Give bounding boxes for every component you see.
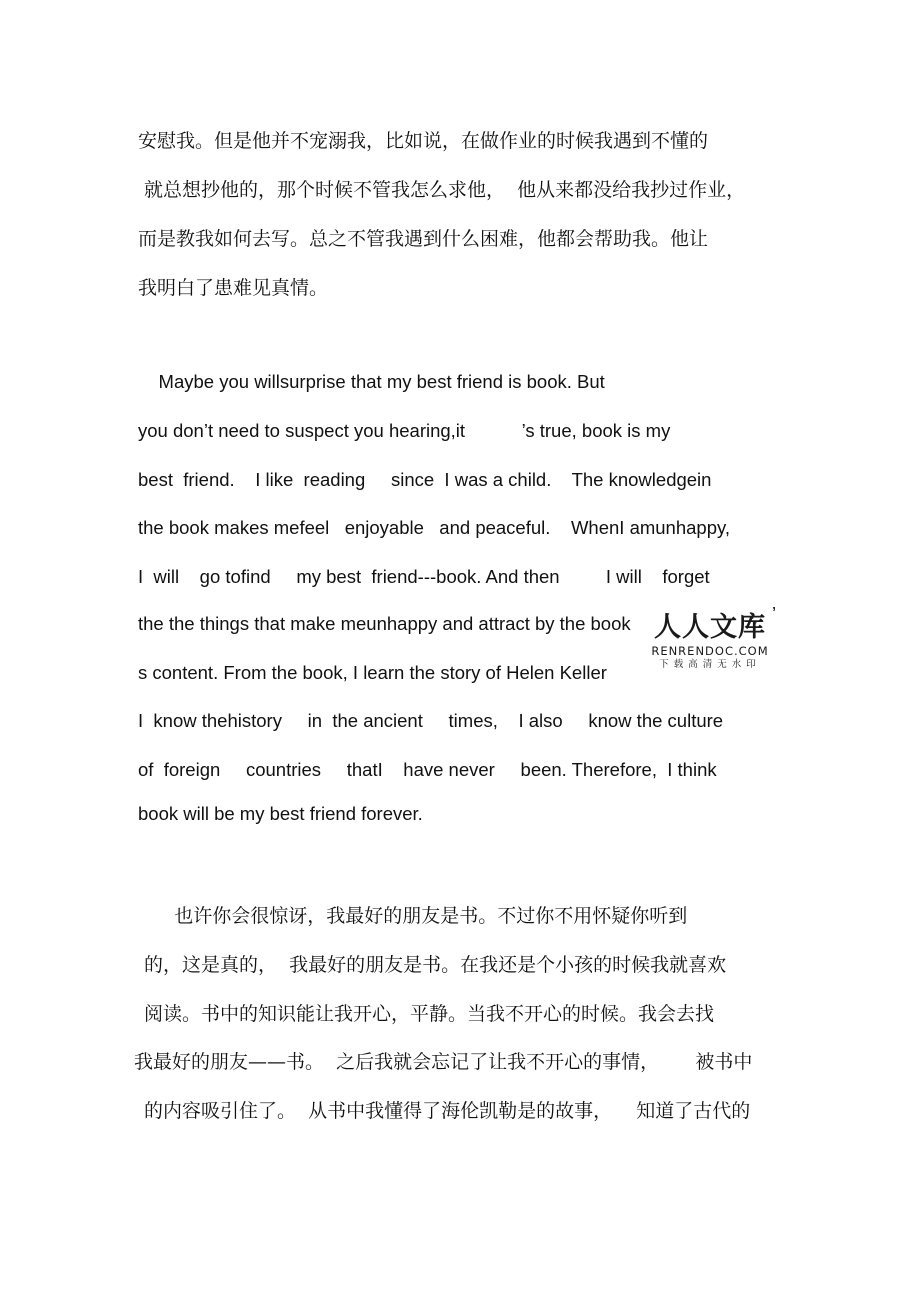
paragraph-3-line-1: 也许你会很惊讶，我最好的朋友是书。不过你不用怀疑你听到 — [138, 905, 688, 927]
paragraph-2-line-10: book will be my best friend forever. — [138, 803, 423, 824]
paragraph-1-line-2: 就总想抄他的，那个时候不管我怎么求他， 他从来都没给我抄过作业， — [138, 179, 746, 201]
paragraph-3-line-3: 阅读。书中的知识能让我开心，平静。当我不开心的时候。我会去找 — [138, 1003, 715, 1025]
watermark-subtitle: 下载高清无水印 — [659, 659, 761, 670]
paragraph-3-line-4: 我最好的朋友——书。 之后我就会忘记了让我不开心的事情， 被书中 — [134, 1051, 753, 1073]
paragraph-2-line-2: you don’t need to suspect you hearing,it ’s true, book is my — [138, 420, 671, 441]
paragraph-2-line-7: s content. From the book, I learn the story of Helen Keller — [138, 662, 607, 683]
paragraph-1-line-3: 而是教我如何去写。总之不管我遇到什么困难，他都会帮助我。他让 — [138, 228, 709, 250]
paragraph-1-line-1: 安慰我。但是他并不宠溺我，比如说，在做作业的时候我遇到不懂的 — [138, 130, 709, 152]
paragraph-3-line-5: 的内容吸引住了。 从书中我懂得了海伦凯勒是的故事， 知道了古代的 — [138, 1100, 751, 1122]
paragraph-2-line-4: the book makes mefeel enjoyable and peaceful. WhenI amunhappy, — [138, 517, 731, 538]
watermark-url: RENRENDOC.COM — [651, 644, 769, 658]
paragraph-2-line-8: I know thehistory in the ancient times, I also know the culture — [138, 710, 724, 731]
paragraph-2-line-1: Maybe you willsurprise that my best friend is book. But — [138, 371, 605, 392]
watermark-logo — [645, 612, 775, 671]
paragraph-2-line-5: I will go tofind my best friend---book. And then I will forget — [138, 566, 710, 587]
paragraph-3-line-2: 的，这是真的， 我最好的朋友是书。在我还是个小孩的时候我就喜欢 — [138, 954, 727, 976]
paragraph-2-line-6: the the things that make meunhappy and attract by the book — [138, 613, 631, 634]
watermark-title: 人人文库 — [654, 612, 766, 643]
stray-apostrophe: ’ — [772, 603, 777, 624]
paragraph-1-line-4: 我明白了患难见真情。 — [138, 277, 329, 299]
paragraph-2-line-3: best friend. I like reading since I was a child. The knowledgein — [138, 469, 712, 490]
paragraph-2-line-9: of foreign countries thatI have never been. Therefore, I think — [138, 759, 717, 780]
